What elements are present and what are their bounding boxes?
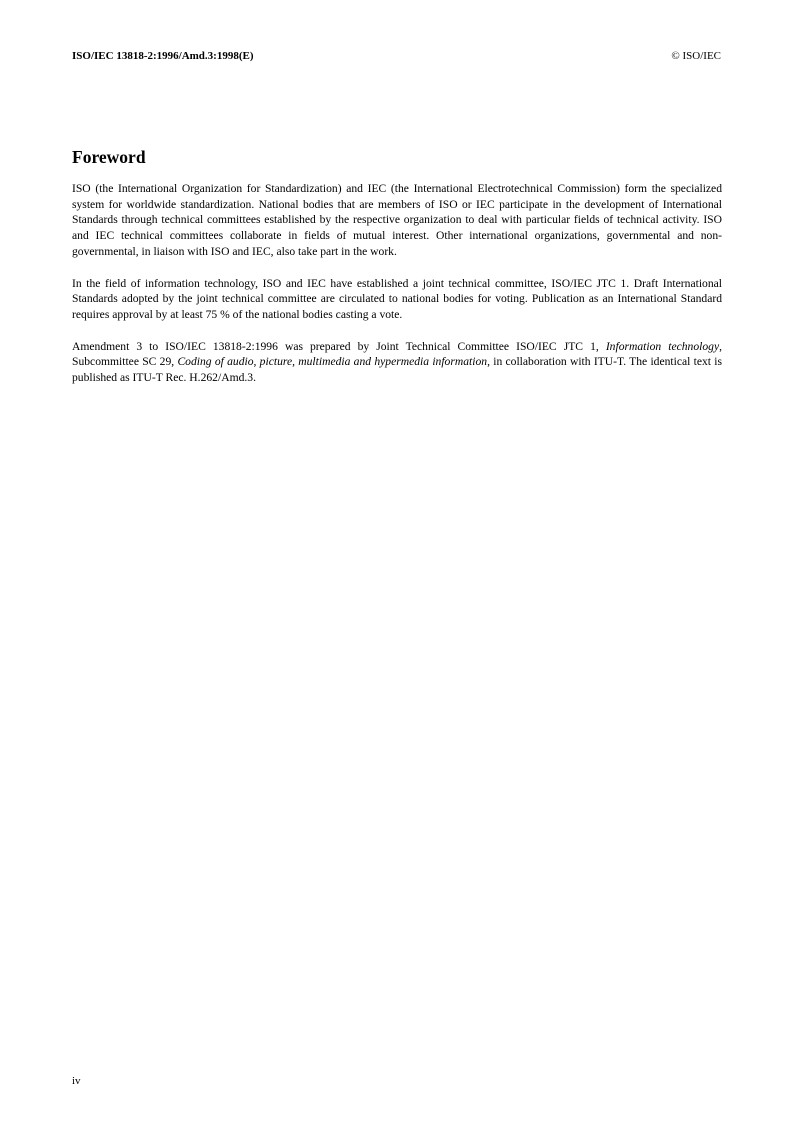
foreword-body xyxy=(72,181,722,402)
amendment-text-3: , in collaboration with ITU-T. The identical text is published as ITU-T Rec. H.262/Amd.3. xyxy=(72,355,723,385)
paragraph-organizations: ISO (the International Organization for Standardization) and IEC (the International Electrotechnical Commission) form the specialized system for worldwide standardization. National bodies that are members of ISO or IEC participate in the development of International Standards through technical committees established by the respective organization to deal with particular fields of technical activity. ISO and IEC technical committees collaborate in fields of mutual interest. Other international organizations, governmental and non-governmental, in liaison with ISO and IEC, also take part in the work. xyxy=(72,182,722,258)
copyright-notice: © ISO/IEC xyxy=(671,50,721,62)
paragraph-amendment xyxy=(72,339,722,386)
paragraph-jtc1: In the field of information technology, ISO and IEC have established a joint technical committee, ISO/IEC JTC 1. Draft International Standards adopted by the joint technical committee are circulated to national bodies for voting. Publication as an International Standard requires approval by at least 75 % of the national bodies casting a vote. xyxy=(72,276,722,321)
amendment-text-2: , Subcommittee SC 29, xyxy=(72,339,723,369)
committee-name: Information technology xyxy=(605,339,720,353)
page-number: iv xyxy=(72,1075,81,1087)
subcommittee-name: Coding of audio, picture, multimedia and hypermedia information xyxy=(177,355,488,369)
document-id: ISO/IEC 13818-2:1996/Amd.3:1998(E) xyxy=(72,50,254,62)
page-title: Foreword xyxy=(72,147,146,167)
amendment-text-1: Amendment 3 to ISO/IEC 13818-2:1996 was prepared by Joint Technical Committee ISO/IEC JTC 1, xyxy=(72,339,606,353)
